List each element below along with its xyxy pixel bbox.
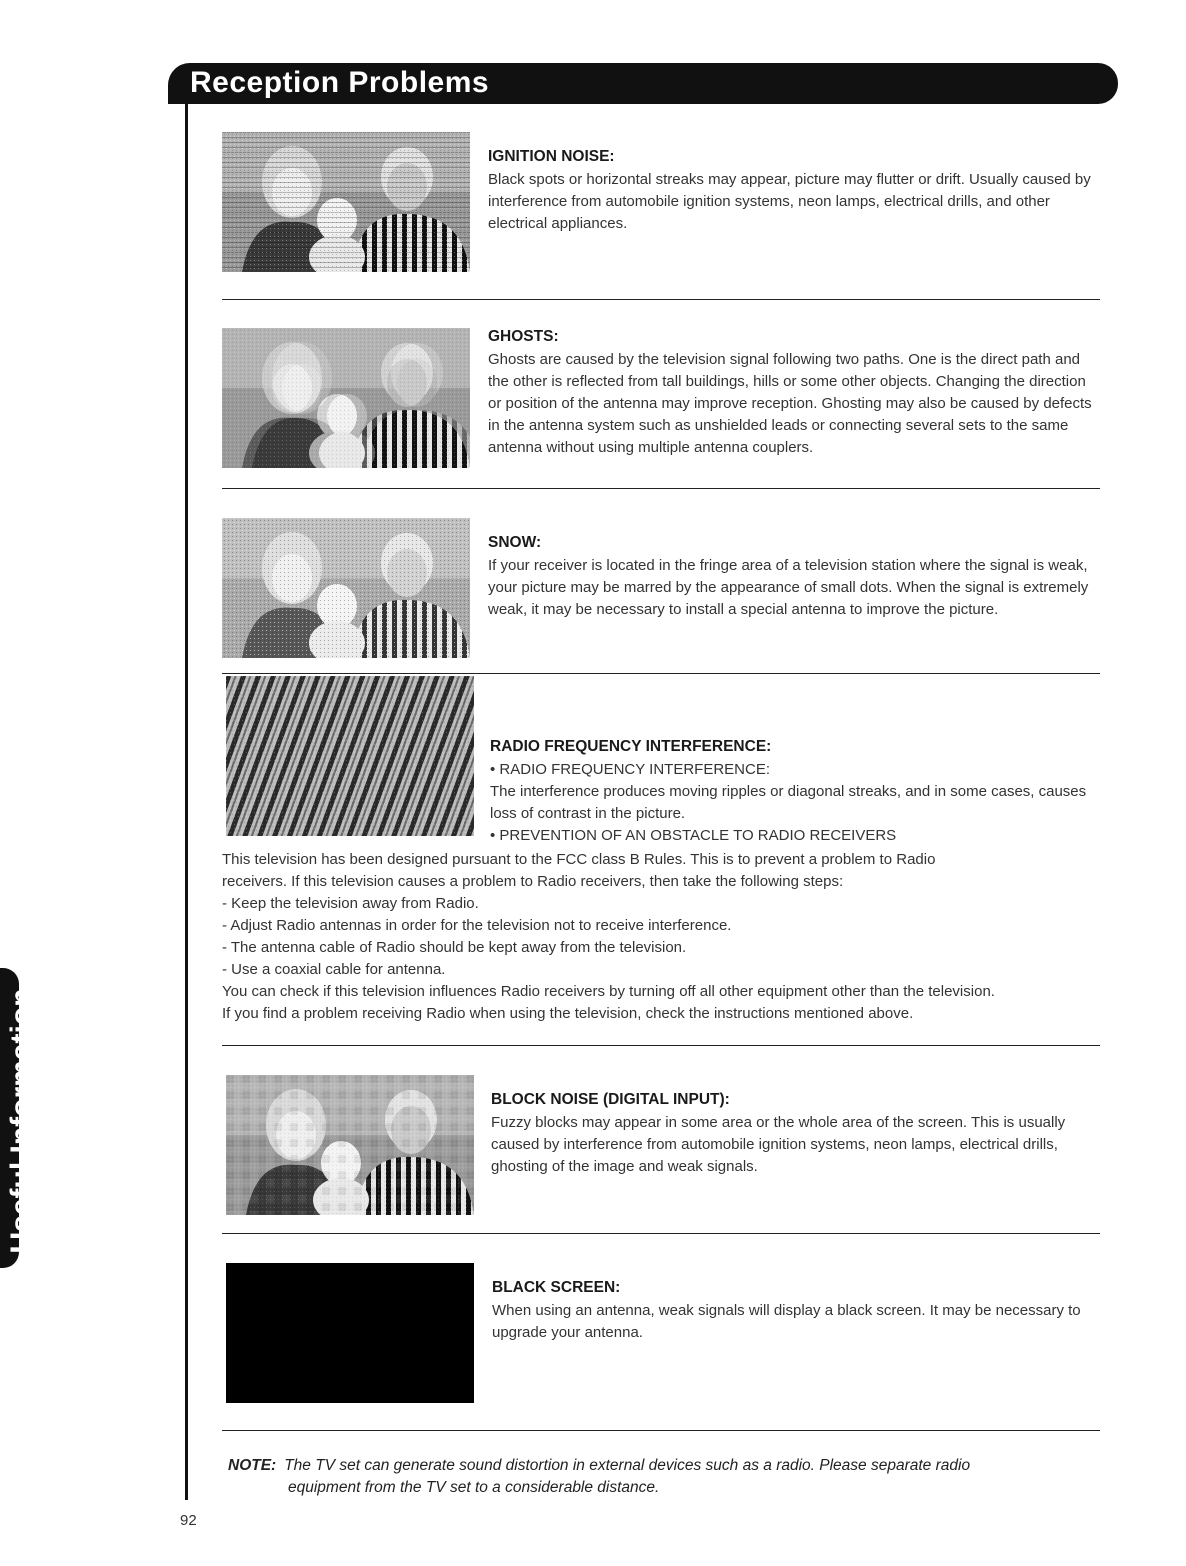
divider (222, 673, 1100, 674)
section-radio-frequency-interference (222, 676, 1100, 844)
note (228, 1455, 1088, 1499)
divider (222, 299, 1100, 300)
page-number: 92 (180, 1512, 197, 1529)
divider (222, 1045, 1100, 1046)
section-snow (222, 518, 1100, 668)
section-ghosts (222, 328, 1100, 478)
section-block-noise (222, 1075, 1100, 1225)
rf-detail-line: - Adjust Radio antennas in order for the television not to receive interference. (222, 917, 732, 934)
black-screen-title: BLACK SCREEN: (492, 1279, 621, 1296)
divider (222, 1233, 1100, 1234)
left-margin-rule (185, 100, 188, 1500)
note-label: NOTE: (228, 1457, 277, 1474)
block-noise-title: BLOCK NOISE (DIGITAL INPUT): (491, 1091, 730, 1108)
side-tab-label: Useful Information (5, 988, 38, 1254)
ignition-noise-title: IGNITION NOISE: (488, 148, 615, 165)
snow-image (222, 518, 470, 658)
rf-detail-line: - Use a coaxial cable for antenna. (222, 961, 446, 978)
rf-detail-line: You can check if this television influences Radio receivers by turning off all other equipment other than the television. (222, 983, 995, 1000)
ignition-noise-body: Black spots or horizontal streaks may appear, picture may flutter or drift. Usually caused by interference from automobile ignition systems, neon lamps, electrical drills, and other electrical appliances. (488, 171, 1091, 232)
black-screen-body: When using an antenna, weak signals will display a black screen. It may be necessary to upgrade your antenna. (492, 1302, 1081, 1341)
rf-detail-line: receivers. If this television causes a problem to Radio receivers, then take the following steps: (222, 873, 844, 890)
section-black-screen (222, 1263, 1100, 1413)
section-ignition-noise (222, 130, 1100, 280)
divider (222, 488, 1100, 489)
block-noise-image (226, 1075, 474, 1215)
note-text-line-2: equipment from the TV set to a considerable distance. (288, 1479, 660, 1496)
note-text-line-1: The TV set can generate sound distortion in external devices such as a radio. Please separate radio (284, 1457, 971, 1474)
rf-detail-line: This television has been designed pursuant to the FCC class B Rules. This is to prevent a problem to Radio (222, 851, 936, 868)
page-title: Reception Problems (190, 66, 490, 99)
divider (222, 1430, 1100, 1431)
snow-body: If your receiver is located in the fringe area of a television station where the signal is weak, your picture may be marred by the appearance of small dots. When the signal is extremely weak, it may be necessary to install a special antenna to improve the picture. (488, 557, 1089, 618)
rf-detail-line: If you find a problem receiving Radio when using the television, check the instructions mentioned above. (222, 1005, 914, 1022)
rf-interference-details (222, 849, 1102, 1025)
ignition-noise-image (222, 132, 470, 272)
ghosts-title: GHOSTS: (488, 328, 559, 345)
rf-interference-body: The interference produces moving ripples or diagonal streaks, and in some cases, causes loss of contrast in the picture. (490, 783, 1087, 822)
rf-interference-image (226, 676, 474, 836)
black-screen-image (226, 1263, 474, 1403)
rf-interference-bullet-2: • PREVENTION OF AN OBSTACLE TO RADIO RECEIVERS (490, 827, 897, 844)
rf-interference-bullet-1: • RADIO FREQUENCY INTERFERENCE: (490, 761, 771, 778)
block-noise-body: Fuzzy blocks may appear in some area or the whole area of the screen. This is usually caused by interference from automobile ignition systems, neon lamps, electrical drills, ghosting of the image and weak signals. (491, 1114, 1066, 1175)
rf-detail-line: - The antenna cable of Radio should be kept away from the television. (222, 939, 687, 956)
rf-detail-line: - Keep the television away from Radio. (222, 895, 479, 912)
ghosts-body: Ghosts are caused by the television signal following two paths. One is the direct path and the other is reflected from tall buildings, hills or some other objects. Changing the direction or position of the antenna may improve reception. Ghosting may also be caused by defects in the antenna system such as unshielded leads or connecting several sets to the same antenna without using multiple antenna couplers. (488, 351, 1092, 456)
rf-interference-title: RADIO FREQUENCY INTERFERENCE: (490, 738, 772, 755)
snow-title: SNOW: (488, 534, 542, 551)
ghosts-image (222, 328, 470, 468)
